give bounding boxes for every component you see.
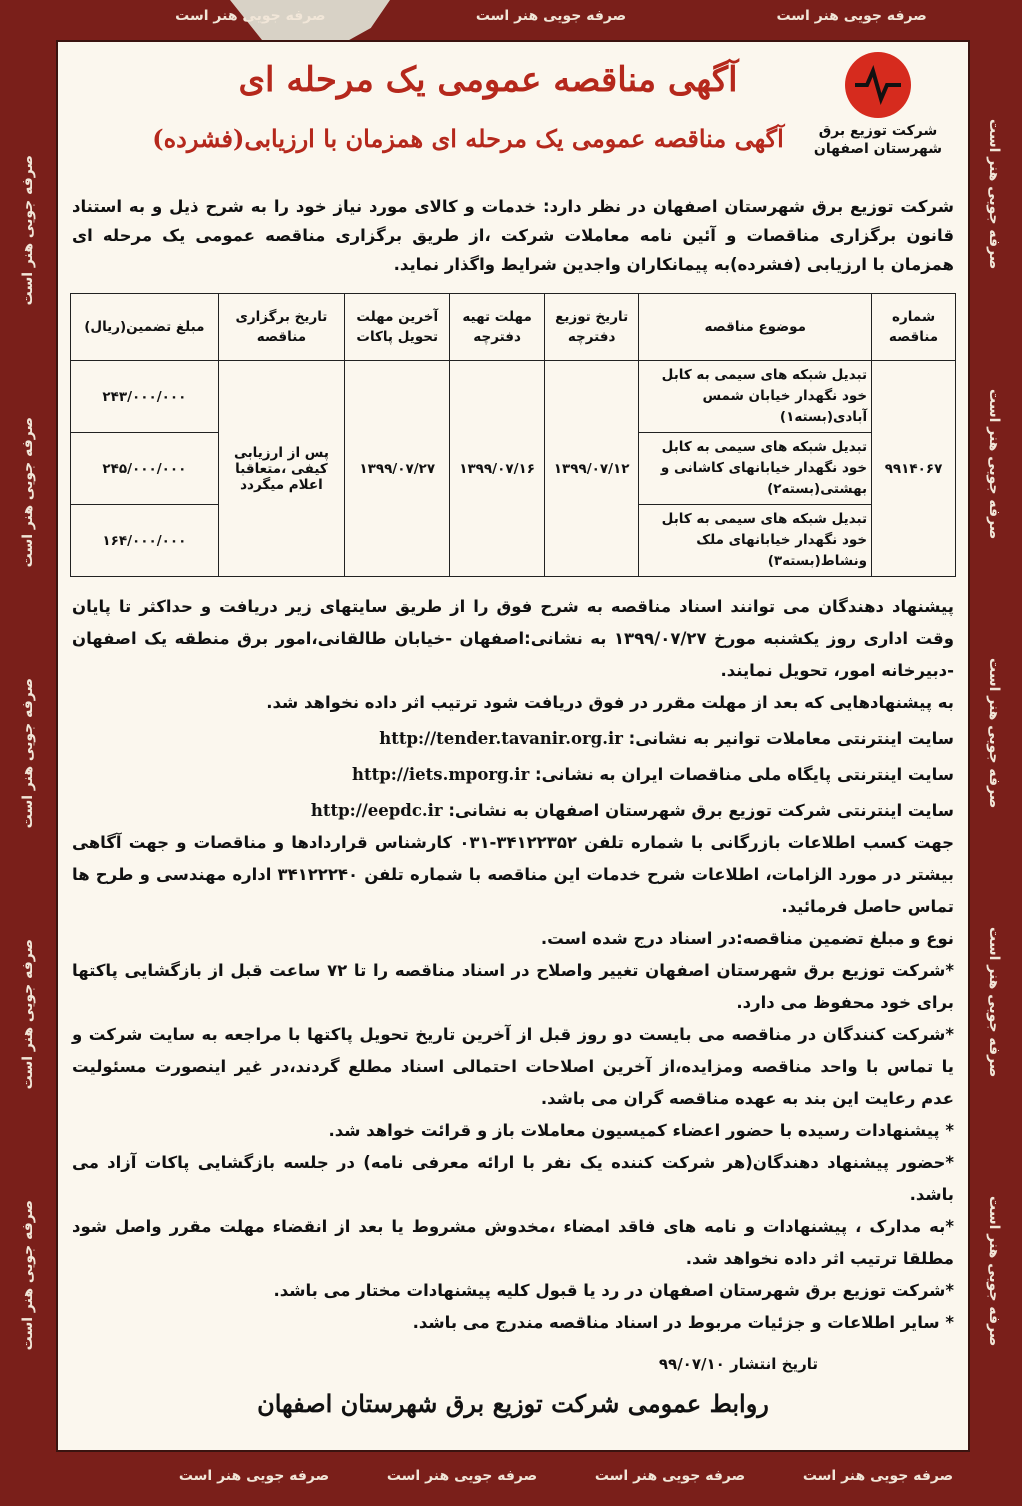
border-slogan: صرفه جویی هنر است <box>20 155 36 306</box>
deadline-date: ۱۳۹۹/۰۷/۲۷ <box>345 361 450 577</box>
border-slogan: صرفه جویی هنر است <box>776 8 927 24</box>
paragraph-details: * سایر اطلاعات و جزئیات مربوط در اسناد مناقصه مندرج می باشد. <box>412 1313 954 1332</box>
border-slogan: صرفه جویی هنر است <box>475 8 627 24</box>
announcement-panel <box>56 40 970 1452</box>
border-slogan: صرفه جویی هنر است <box>802 1468 954 1484</box>
page-subtitle: آگهی مناقصه عمومی یک مرحله ای همزمان با ارزیابی(فشرده) <box>152 124 784 153</box>
logo-name-line2: شهرستان اصفهان <box>813 141 943 157</box>
table-row <box>71 361 956 433</box>
border-slogan: صرفه جویی هنر است <box>986 1196 1002 1347</box>
table-header-row <box>71 294 956 361</box>
logo-name-line1: شرکت توزیع برق <box>818 123 938 139</box>
paragraph-invalid: *به مدارک ، پیشنهادات و نامه های فاقد امضاء ،مخدوش مشروط یا بعد از انقضاء مهلت مقرر واصل شود مطلقا ترتیب اثر داده نخواهد شد. <box>72 1217 954 1268</box>
site-label: سایت اینترنتی معاملات توانیر به نشانی: <box>628 729 954 748</box>
subject-cell: تبدیل شبکه های سیمی به کابل خود نگهدار خیابانهای کاشانی و بهشتی(بسته۲) <box>639 433 872 505</box>
border-slogan: صرفه جویی هنر است <box>20 938 36 1090</box>
paragraph-opening: * پیشنهادات رسیده با حضور اعضاء کمیسیون معاملات باز و قرائت خواهد شد. <box>328 1121 954 1140</box>
site-link[interactable]: http://tender.tavanir.org.ir <box>379 729 623 748</box>
holding-date: پس از ارزیابی کیفی ،متعاقبا اعلام میگردد <box>218 361 344 577</box>
header-subject: موضوع مناقصه <box>639 294 872 361</box>
header-distribution: تاریخ توزیع دفترچه <box>544 294 639 361</box>
amount-cell: ۲۴۵/۰۰۰/۰۰۰ <box>71 433 219 505</box>
site-label: سایت اینترنتی پایگاه ملی مناقصات ایران به نشانی: <box>535 765 954 784</box>
border-slogan: صرفه جویی هنر است <box>20 416 36 567</box>
header-guarantee: مبلغ تضمین(ریال) <box>71 294 219 361</box>
border-bottom <box>150 1464 982 1488</box>
border-slogan: صرفه جویی هنر است <box>986 926 1002 1078</box>
border-slogan: صرفه جویی هنر است <box>986 119 1002 270</box>
distribution-date: ۱۳۹۹/۰۷/۱۲ <box>544 361 639 577</box>
border-top <box>100 4 1002 28</box>
intro-paragraph: شرکت توزیع برق شهرستان اصفهان در نظر دارد: خدمات و کالای مورد نیاز خود را به شرح ذیل و به استناد قانون برگزاری مناقصات و آئین نامه معاملات شرکت ،از طریق برگزاری مناقصه عمومی یک مرحله ای همزمان با ارزیابی (فشرده)به پیمانکاران واجدین شرایط واگذار نماید. <box>72 197 954 274</box>
paragraph-changes: *شرکت توزیع برق شهرستان اصفهان تغییر واصلاح در اسناد مناقصه را تا ۷۲ ساعت قبل از بازگشایی پاکتها برای خود محفوظ می دارد. <box>72 961 954 1012</box>
paragraph-late-bids: به پیشنهادهایی که بعد از مهلت مقرر در فوق دریافت شود ترتیب اثر داده نخواهد شد. <box>266 693 954 712</box>
border-slogan: صرفه جویی هنر است <box>20 1200 36 1351</box>
amount-cell: ۱۶۴/۰۰۰/۰۰۰ <box>71 505 219 577</box>
preparation-date: ۱۳۹۹/۰۷/۱۶ <box>450 361 545 577</box>
site-link[interactable]: http://eepdc.ir <box>310 801 443 820</box>
border-right <box>968 60 1020 1406</box>
paragraph-guarantee: نوع و مبلغ تضمین مناقصه:در اسناد درج شده است. <box>540 929 954 948</box>
border-slogan: صرفه جویی هنر است <box>175 8 326 24</box>
subject-cell: تبدیل شبکه های سیمی به کابل خود نگهدار خیابان شمس آبادی(بسته۱) <box>639 361 872 433</box>
header-number: شماره مناقصه <box>872 294 956 361</box>
site-line-tavanir <box>72 723 954 755</box>
subject-cell: تبدیل شبکه های سیمی به کابل خود نگهدار خیابانهای ملک ونشاط(بسته۳) <box>639 505 872 577</box>
tender-table <box>70 293 956 577</box>
publish-date: تاریخ انتشار ۹۹/۰۷/۱۰ <box>658 1355 818 1373</box>
paragraph-contact: جهت کسب اطلاعات بازرگانی با شماره تلفن ۳۴۱۲۲۳۵۲-۰۳۱ کارشناس قراردادها و مناقصات و جهت آگاهی بیشتر در مورد الزامات، اطلاعات شرح خدمات این مناقصه با شماره تلفن ۳۴۱۲۲۲۴۰ اداره مهندسی و طرح ها تماس حاصل فرمائید. <box>72 833 954 916</box>
border-slogan: صرفه جویی هنر است <box>986 657 1002 809</box>
site-link[interactable]: http://iets.mporg.ir <box>351 765 530 784</box>
company-logo <box>808 52 948 158</box>
border-slogan: صرفه جویی هنر است <box>178 1468 330 1484</box>
amount-cell: ۲۴۳/۰۰۰/۰۰۰ <box>71 361 219 433</box>
tender-number: ۹۹۱۴۰۶۷ <box>872 361 956 577</box>
paragraph-updates: *شرکت کنندگان در مناقصه می بایست دو روز قبل از آخرین تاریخ تحویل پاکتها با مراجعه به سایت شرکت و یا تماس با واحد مناقصه ومزایده،از آخرین اصلاحات احتمالی اسناد مطلع گردند،در غیر اینصورت مسئولیت عدم رعایت این بند به عهده مناقصه گران می باشد. <box>72 1025 954 1108</box>
header-deadline: آخرین مهلت تحویل پاکات <box>345 294 450 361</box>
border-slogan: صرفه جویی هنر است <box>986 388 1002 539</box>
border-slogan: صرفه جویی هنر است <box>20 677 36 829</box>
border-slogan: صرفه جویی هنر است <box>594 1468 746 1484</box>
site-line-eepdc <box>72 795 954 827</box>
paragraph-submission: پیشنهاد دهندگان می توانند اسناد مناقصه به شرح فوق را از طریق سایتهای زیر دریافت و حداکثر تا پایان وقت اداری روز یکشنبه مورخ ۱۳۹۹/۰۷/۲۷ به نشانی:اصفهان -خیابان طالقانی،امور برق منطقه یک اصفهان -دبیرخانه امور، تحویل نمایند. <box>72 597 954 680</box>
paragraph-rights: *شرکت توزیع برق شهرستان اصفهان در رد یا قبول کلیه پیشنهادات مختار می باشد. <box>273 1281 954 1300</box>
footer-signature: روابط عمومی شرکت توزیع برق شهرستان اصفهان <box>257 1389 769 1418</box>
header-holding: تاریخ برگزاری مناقصه <box>218 294 344 361</box>
site-line-iets <box>72 759 954 791</box>
page-title: آگهی مناقصه عمومی یک مرحله ای <box>238 60 738 100</box>
power-lightning-logo-icon <box>845 52 911 118</box>
border-slogan: صرفه جویی هنر است <box>386 1468 538 1484</box>
body-text <box>72 591 954 1339</box>
paragraph-attendance: *حضور پیشنهاد دهندگان(هر شرکت کننده یک نفر با ارائه معرفی نامه) در جلسه بازگشایی پاکات آزاد می باشد. <box>72 1153 954 1204</box>
header-preparation: مهلت تهیه دفترچه <box>450 294 545 361</box>
border-left <box>2 100 54 1406</box>
header <box>58 42 968 192</box>
site-label: سایت اینترنتی شرکت توزیع برق شهرستان اصفهان به نشانی: <box>448 801 954 820</box>
